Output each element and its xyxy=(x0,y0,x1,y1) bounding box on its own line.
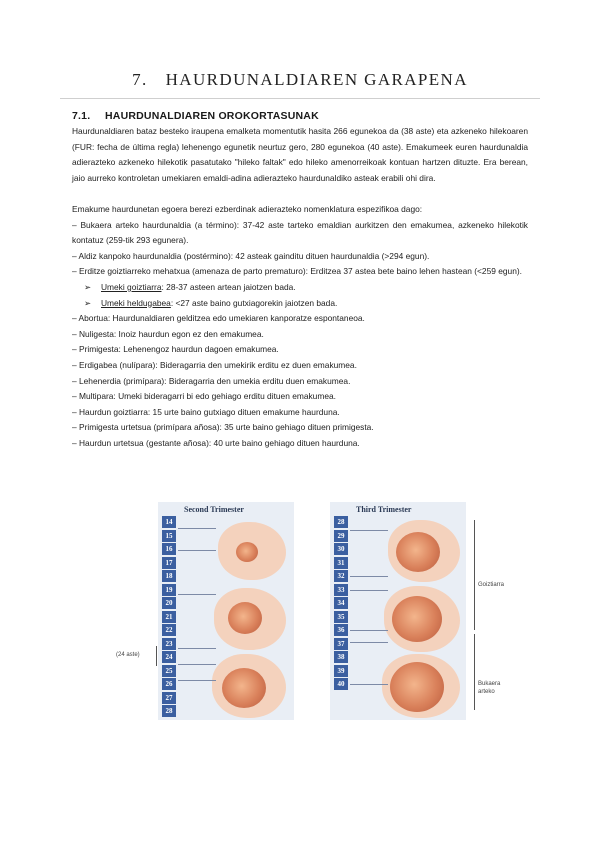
week-number: 26 xyxy=(162,678,176,690)
third-trimester-side-label-bottom: Bukaera arteko xyxy=(478,681,501,695)
bracket xyxy=(152,646,157,666)
annotation-line xyxy=(350,630,388,631)
list-item: – Haurdun urtetsua (gestante añosa): 40 urte baino gehiago dituen haurduna. xyxy=(72,437,360,448)
week-number: 21 xyxy=(162,611,176,623)
week-number: 32 xyxy=(334,570,348,582)
chapter-heading xyxy=(0,70,600,90)
sub-list-item xyxy=(72,296,528,312)
list-item: – Aldiz kanpoko haurdunaldia (postérmino): 42 asteak gainditu dituen haurdunaldia (>294 egun). xyxy=(72,250,430,261)
week-column xyxy=(334,516,348,692)
week-number: 36 xyxy=(334,624,348,636)
section-title: HAURDUNALDIAREN OROKORTASUNAK xyxy=(105,110,319,122)
week-number: 23 xyxy=(162,638,176,650)
annotation-line xyxy=(350,576,388,577)
list-item: – Erdigabea (nulípara): Bideragarria den umekirik erditu ez duen emakumea. xyxy=(72,359,357,370)
list-item: – Bukaera arteko haurdunaldia (a término): 37-42 aste tarteko emaldian aurkitzen den emakumea, azkeneko hilekotik kontatuz (259-tik 293 egunera). xyxy=(72,219,528,246)
bracket xyxy=(470,520,475,630)
arrow-bullet-icon: ➢ xyxy=(84,281,92,292)
week-column xyxy=(162,516,176,719)
annotation-line xyxy=(178,648,216,649)
third-trimester-figure xyxy=(330,502,466,720)
week-number: 38 xyxy=(334,651,348,663)
week-number: 28 xyxy=(162,705,176,717)
week-number: 14 xyxy=(162,516,176,528)
sub-item-def: : 28-37 asteen artean jaiotzen bada. xyxy=(161,281,296,292)
annotation-line xyxy=(350,590,388,591)
list-item: – Abortua: Haurdunaldiaren gelditzea edo umekiaren kanporatze espontaneoa. xyxy=(72,313,365,324)
figure-title: Third Trimester xyxy=(356,505,412,514)
week-number: 31 xyxy=(334,557,348,569)
body-text xyxy=(72,124,528,451)
fetus-illustration xyxy=(222,668,266,708)
section-heading xyxy=(72,110,319,122)
list-item: – Lehenerdia (primípara): Bideragarria den umekia erditu duen emakumea. xyxy=(72,375,351,386)
annotation-line xyxy=(350,530,388,531)
week-number: 20 xyxy=(162,597,176,609)
list-item: – Primigesta: Lehenengoz haurdun dagoen emakumea. xyxy=(72,344,279,355)
list-item: – Nuligesta: Inoiz haurdun egon ez den emakumea. xyxy=(72,328,264,339)
week-number: 33 xyxy=(334,584,348,596)
week-number: 29 xyxy=(334,530,348,542)
list-item: – Erditze goiztiarreko mehatxua (amenaza de parto prematuro): Erditzea 37 astea bete baino lehen hastean (<259 egun). xyxy=(72,266,522,277)
second-trimester-figure xyxy=(158,502,294,720)
chapter-number: 7. xyxy=(132,70,148,89)
annotation-line xyxy=(178,664,216,665)
week-number: 24 xyxy=(162,651,176,663)
sub-item-term: Umeki goiztiarra xyxy=(101,281,162,292)
nomenclature-intro: Emakume haurdunetan egoera berezi ezberdinak adierazteko nomenklatura espezifikoa dago: xyxy=(72,203,423,214)
sub-item-def: : <27 aste baino gutxiagorekin jaiotzen bada. xyxy=(170,297,338,308)
week-number: 16 xyxy=(162,543,176,555)
week-number: 35 xyxy=(334,611,348,623)
week-number: 39 xyxy=(334,665,348,677)
annotation-line xyxy=(178,680,216,681)
sub-item-term: Umeki heldugabea xyxy=(101,297,171,308)
annotation-line xyxy=(178,528,216,529)
fetus-illustration xyxy=(392,596,442,642)
week-number: 17 xyxy=(162,557,176,569)
week-number: 37 xyxy=(334,638,348,650)
week-number: 27 xyxy=(162,692,176,704)
list-item: – Primigesta urtetsua (primípara añosa): 35 urte baino gehiago dituen primigesta. xyxy=(72,422,374,433)
week-number: 22 xyxy=(162,624,176,636)
week-number: 40 xyxy=(334,678,348,690)
week-number: 15 xyxy=(162,530,176,542)
week-number: 25 xyxy=(162,665,176,677)
chapter-title: HAURDUNALDIAREN GARAPENA xyxy=(165,70,468,89)
annotation-line xyxy=(350,642,388,643)
list-item: – Haurdun goiztiarra: 15 urte baino gutxiago dituen emakume haurduna. xyxy=(72,406,340,417)
week-number: 30 xyxy=(334,543,348,555)
fetus-illustration xyxy=(228,602,262,634)
figure-title: Second Trimester xyxy=(184,505,244,514)
week-number: 18 xyxy=(162,570,176,582)
bracket xyxy=(470,634,475,710)
annotation-line xyxy=(178,550,216,551)
annotation-line xyxy=(178,594,216,595)
week-number: 34 xyxy=(334,597,348,609)
third-trimester-side-label-top: Goiztiarra xyxy=(478,582,505,588)
fetus-illustration xyxy=(396,532,440,572)
intro-paragraph: Haurdunaldiaren bataz besteko iraupena emalketa momentutik hasita 266 egunekoa da (38 aste) eta azkeneko hilekoaren (FUR: fecha de última regla) lehenengo egunetik neurtuz gero, 280 egunekoa (40 aste). Emakumeek euren haurdunaldia adierazteko azkeneko hilekotik pasatutako "hileko faltak" edo hileko amenorreikoak kontuan hartzen dituzte. Era berean, jaio aurreko kontroletan umekiaren emaldi-adina adierazteko haurdunaldiko asteak erabili ohi dira. xyxy=(72,126,528,183)
arrow-bullet-icon: ➢ xyxy=(84,297,92,308)
sub-list-item xyxy=(72,280,528,296)
week-number: 28 xyxy=(334,516,348,528)
list-item: – Multipara: Umeki bideragarri bi edo gehiago erditu dituen emakumea. xyxy=(72,391,336,402)
second-trimester-side-label: (24 aste) xyxy=(116,652,140,658)
annotation-line xyxy=(350,684,388,685)
fetus-illustration xyxy=(236,542,258,562)
heading-divider xyxy=(60,98,540,99)
week-number: 19 xyxy=(162,584,176,596)
fetus-illustration xyxy=(390,662,444,712)
section-number: 7.1. xyxy=(72,110,91,122)
